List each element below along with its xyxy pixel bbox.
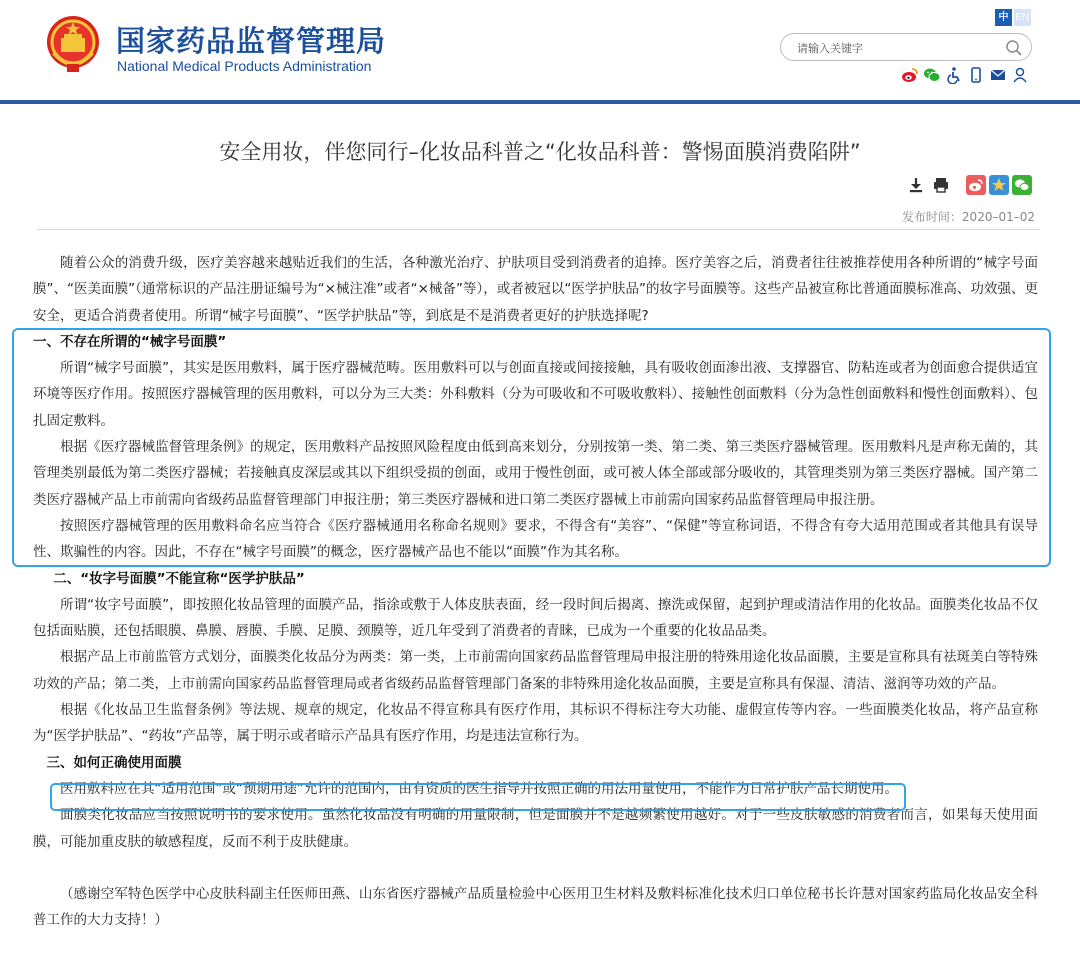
- section2-heading: 二、“妆字号面膜”不能宣称“医学护肤品”: [53, 570, 305, 587]
- section3-paragraph: 面膜类化妆品应当按照说明书的要求使用。虽然化妆品没有明确的用量限制，但是面膜并不是越频繁使用越好。对于一些皮肤敏感的消费者而言，如果每天使用面膜，可能加重皮肤的敏感程度，反而不利于皮肤健康。: [33, 807, 1038, 850]
- section1-paragraph: 按照医疗器械管理的医用敷料命名应当符合《医疗器械通用名称命名规则》要求，不得含有“美容”、“保健”等宣称词语，不得含有夸大适用范围或者其他具有误导性、欺骗性的内容。因此，不存在“械字号面膜”的概念，医疗器械产品也不能以“面膜”作为其名称。: [33, 517, 1038, 561]
- section3-paragraph: 医用敷料应在其“适用范围”或“预期用途”允许的范围内，由有资质的医生指导并按照正确的用法用量使用，不能作为日常护肤产品长期使用。: [60, 780, 898, 797]
- lang-english-button[interactable]: EN: [1014, 9, 1031, 26]
- acknowledgement-paragraph: （感谢空军特色医学中心皮肤科副主任医师田燕、山东省医疗器械产品质量检验中心医用卫生材料及敷料标准化技术归口单位秘书长许慧对国家药监局化妆品安全科普工作的大力支持！）: [33, 885, 1038, 929]
- mail-icon[interactable]: [989, 66, 1007, 84]
- highlight-box-usage: [50, 783, 906, 811]
- share-wechat-icon[interactable]: [1012, 175, 1032, 199]
- accessibility-icon[interactable]: [945, 66, 963, 84]
- org-name-english[interactable]: National Medical Products Administration: [117, 58, 372, 74]
- publish-date-value: 2020–01–02: [961, 210, 1035, 224]
- site-header: [0, 0, 1080, 100]
- search-input[interactable]: [795, 37, 999, 59]
- section1-paragraph: 根据《医疗器械监督管理条例》的规定，医用敷料产品按照风险程度由低到高来划分，分别按第一类、第二类、第三类医疗器械管理。医用敷料凡是声称无菌的，其管理类别最低为第二类医疗器械；若接触真皮深层或其以下组织受损的创面，或用于慢性创面，或可被人体全部或部分吸收的，其管理类别为第三类医疗器械。国产第二类医疗器械产品上市前需向省级药品监督管理部门申报注册；第三类医疗器械和进口第二类医疗器械上市前需向国家药品监督管理局申报注册。: [33, 439, 1038, 508]
- national-emblem-icon[interactable]: [44, 14, 102, 76]
- section1-heading: 一、不存在所谓的“械字号面膜”: [33, 333, 227, 350]
- header-divider: [0, 100, 1080, 104]
- date-divider: [37, 229, 1040, 230]
- section2-paragraph: 根据《化妆品卫生监督条例》等法规、规章的规定，化妆品不得宣称具有医疗作用，其标识不得标注夸大功能、虚假宣传等内容。一些面膜类化妆品，将产品宣称为“医学护肤品”、“药妆”产品等，属于明示或者暗示产品具有医疗作用，均是违法宣称行为。: [33, 702, 1038, 745]
- intro-paragraph: 随着公众的消费升级，医疗美容越来越贴近我们的生活，各种激光治疗、护肤项目受到消费者的追捧。医疗美容之后，消费者往往被推荐使用各种所谓的“械字号面膜”、“医美面膜”（通常标识的产品注册证编号为“×械注准”或者“×械备”等），或者被冠以“医学护肤品”的妆字号面膜等。这些产品被宣称比普通面膜标准高、功效强、更安全，更适合消费者使用。所谓“械字号面膜”、“医学护肤品”等，到底是不是消费者更好的护肤选择呢?: [33, 255, 1038, 324]
- weibo-icon[interactable]: [901, 66, 919, 84]
- search-box: [780, 33, 1032, 61]
- article-tools: [907, 175, 1032, 199]
- social-links: [901, 66, 1029, 84]
- lang-chinese-button[interactable]: 中: [995, 9, 1012, 26]
- share-weibo-icon[interactable]: [966, 175, 986, 199]
- article-title: 安全用妆，伴您同行–化妆品科普之“化妆品科普：警惕面膜消费陷阱”: [219, 140, 861, 164]
- spacer: [33, 855, 1038, 881]
- section2-paragraph: 根据产品上市前监管方式划分，面膜类化妆品分为两类：第一类，上市前需向国家药品监督管理局申报注册的特殊用途化妆品面膜，主要是宣称具有祛斑美白等特殊功效的产品；第二类，上市前需向国家药品监督管理局或者省级药品监督管理部门备案的非特殊用途化妆品面膜，主要是宣称具有保湿、清洁、滋润等功效的产品。: [33, 649, 1038, 692]
- user-icon[interactable]: [1011, 66, 1029, 84]
- section2-paragraph: 所谓“妆字号面膜”，即按照化妆品管理的面膜产品，指涂或敷于人体皮肤表面，经一段时间后揭离、擦洗或保留，起到护理或清洁作用的化妆品。面膜类化妆品不仅包括面贴膜，还包括眼膜、鼻膜、唇膜、手膜、足膜、颈膜等，近几年受到了消费者的青睐，已成为一个重要的化妆品品类。: [33, 596, 1038, 640]
- section1-paragraph: 所谓“械字号面膜”，其实是医用敷料，属于医疗器械范畴。医用敷料可以与创面直接或间接接触，具有吸收创面渗出液、支撑器官、防粘连或者为创面愈合提供适宜环境等医疗作用。按照医疗器械管理的医用敷料，可以分为三大类：外科敷料（分为可吸收和不可吸收敷料）、接触性创面敷料（分为急性创面敷料和慢性创面敷料）、包扎固定敷料。: [33, 360, 1038, 429]
- publish-date: [902, 208, 1035, 225]
- print-icon[interactable]: [932, 176, 950, 198]
- org-name-chinese[interactable]: 国家药品监督管理局: [116, 24, 387, 58]
- wechat-icon[interactable]: [923, 66, 941, 84]
- language-switcher: [995, 9, 1031, 26]
- highlight-box-section1: [12, 328, 1051, 567]
- mobile-icon[interactable]: [967, 66, 985, 84]
- search-icon[interactable]: [1005, 39, 1023, 57]
- share-qzone-icon[interactable]: [989, 175, 1009, 199]
- section3-heading: 三、如何正确使用面膜: [46, 754, 182, 771]
- publish-date-label: 发布时间：: [901, 210, 962, 224]
- download-icon[interactable]: [907, 176, 925, 198]
